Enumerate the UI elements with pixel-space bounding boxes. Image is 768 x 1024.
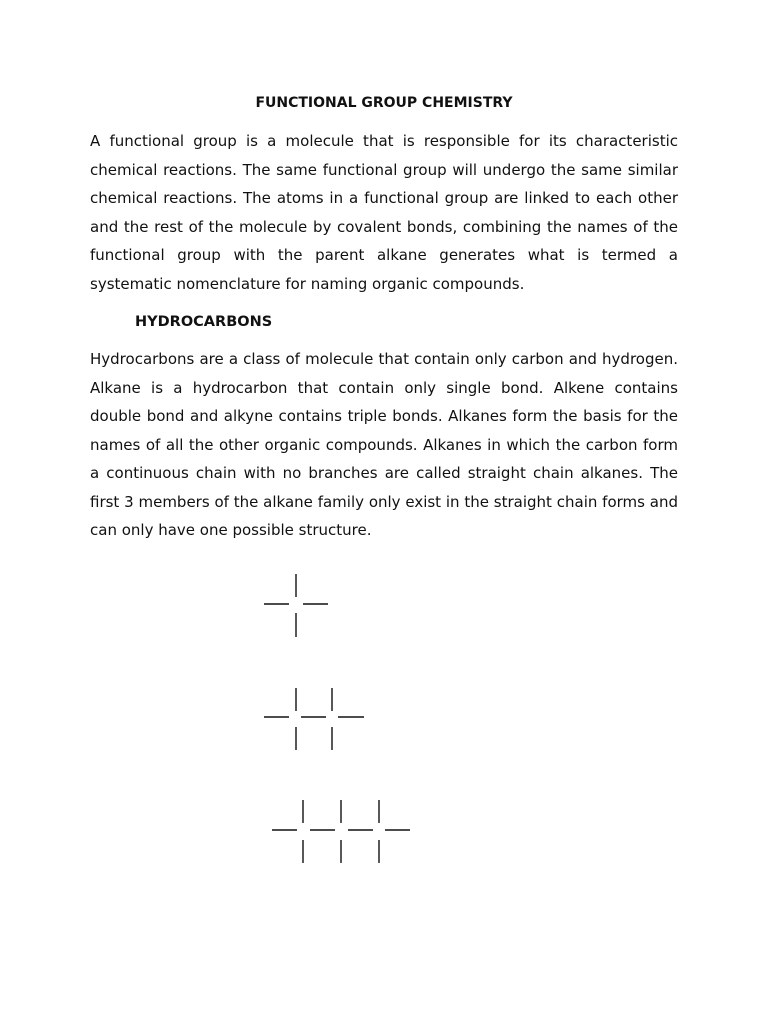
structure-3 (272, 800, 410, 863)
section-paragraph: Hydrocarbons are a class of molecule that contain only carbon and hydrogen. Alkane is a hydrocarbon that contain only single bond. Alkene contains double bond and alkyne contains triple bonds. Alkanes form the basis for the names of all the other organic compounds. Alkanes in which the carbon form a continuous chain with no branches are called straight chain alkanes. The first 3 members of the alkane family only exist in the straight chain forms and can only have one possible structure. (90, 350, 678, 539)
section-heading: HYDROCARBONS (135, 314, 273, 330)
document-title: FUNCTIONAL GROUP CHEMISTRY (255, 95, 513, 111)
structure-1 (264, 574, 328, 637)
intro-paragraph: A functional group is a molecule that is responsible for its characteristic chemical reactions. The same functional group will undergo the same similar chemical reactions. The atoms in a functional group are linked to each other and the rest of the molecule by covalent bonds, combining the names of the functional group with the parent alkane generates what is termed a systematic nomenclature for naming organic compounds. (90, 132, 678, 293)
structure-2 (264, 688, 364, 750)
